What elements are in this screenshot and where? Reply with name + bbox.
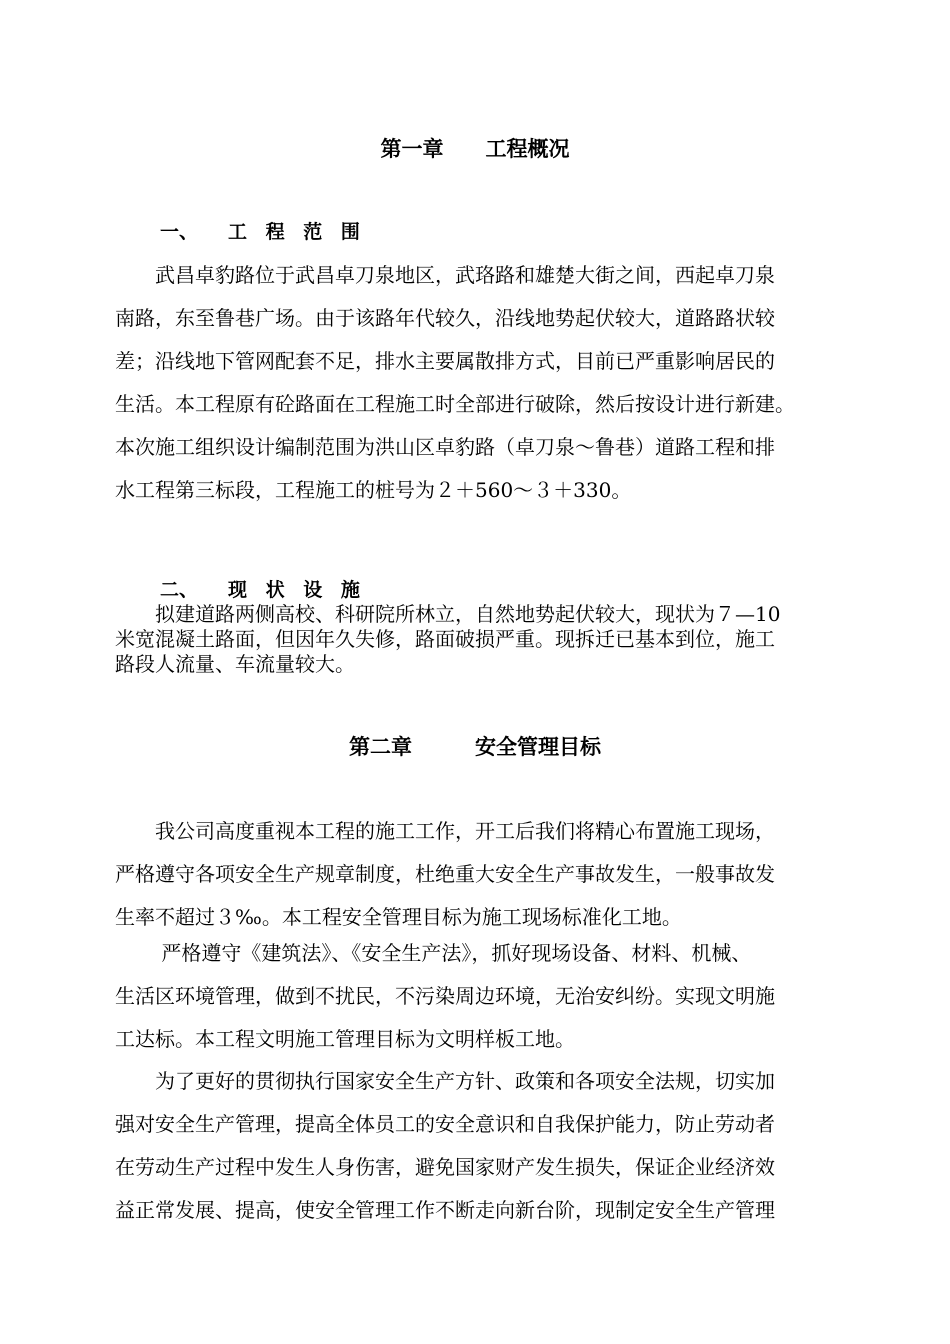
section-2-number: 二、 [160,579,199,601]
paragraph-line: 生活。本工程原有砼路面在工程施工时全部进行破除，然后按设计进行新建。 [115,392,795,416]
safety-goal-paragraph [115,810,860,939]
paragraph-line: 差；沿线地下管网配套不足，排水主要属散排方式，目前已严重影响居民的 [115,349,775,373]
paragraph-line: 为了更好的贯彻执行国家安全生产方针、政策和各项安全法规，切实加 [115,1069,775,1093]
section-1-heading [160,219,366,245]
section-2-title: 现 状 设 施 [228,579,366,601]
paragraph-line: 米宽混凝土路面，但因年久失修，路面破损严重。现拆迁已基本到位，施工 [115,627,775,651]
section-1-number: 一、 [160,221,199,243]
civilized-construction-paragraph [115,932,860,1061]
paragraph-line: 强对安全生产管理，提高全体员工的安全意识和自我保护能力，防止劳动者 [115,1112,775,1136]
paragraph-line: 路段人流量、车流量较大。 [115,652,355,676]
paragraph-line: 武昌卓豹路位于武昌卓刀泉地区，武珞路和雄楚大街之间，西起卓刀泉 [115,263,775,287]
paragraph-line: 在劳动生产过程中发生人身伤害，避免国家财产发生损失，保证企业经济效 [115,1155,775,1179]
paragraph-line: 益正常发展、提高，使安全管理工作不断走向新台阶，现制定安全生产管理 [115,1198,775,1222]
paragraph-line: 水工程第三标段，工程施工的桩号为２＋560～３＋330。 [115,478,632,502]
paragraph-line: 严格遵守《建筑法》、《安全生产法》，抓好现场设备、材料、机械、 [115,941,752,965]
safety-management-paragraph [115,1060,860,1232]
paragraph-line: 生率不超过３‰。本工程安全管理目标为施工现场标准化工地。 [115,905,682,929]
section-1-title: 工 程 范 围 [228,221,366,243]
chapter-1-title: 第一章 工程概况 [380,137,570,161]
paragraph-line: 本次施工组织设计编制范围为洪山区卓豹路（卓刀泉～鲁巷）道路工程和排 [115,435,775,459]
paragraph-line: 严格遵守各项安全生产规章制度，杜绝重大安全生产事故发生，一般事故发 [115,862,775,886]
paragraph-line: 我公司高度重视本工程的施工工作，开工后我们将精心布置施工现场， [115,819,775,843]
paragraph-line: 工达标。本工程文明施工管理目标为文明样板工地。 [115,1027,575,1051]
chapter-2-title: 第二章 安全管理目标 [349,735,601,759]
section-2-heading [160,577,366,603]
paragraph-line: 南路，东至鲁巷广场。由于该路年代较久，沿线地势起伏较大，道路路状较 [115,306,775,330]
paragraph-line: 拟建道路两侧高校、科研院所林立，自然地势起伏较大，现状为７—10 [115,602,781,626]
project-scope-paragraph [115,254,860,512]
existing-facilities-paragraph [115,602,860,677]
paragraph-line: 生活区环境管理，做到不扰民，不污染周边环境，无治安纠纷。实现文明施 [115,984,775,1008]
